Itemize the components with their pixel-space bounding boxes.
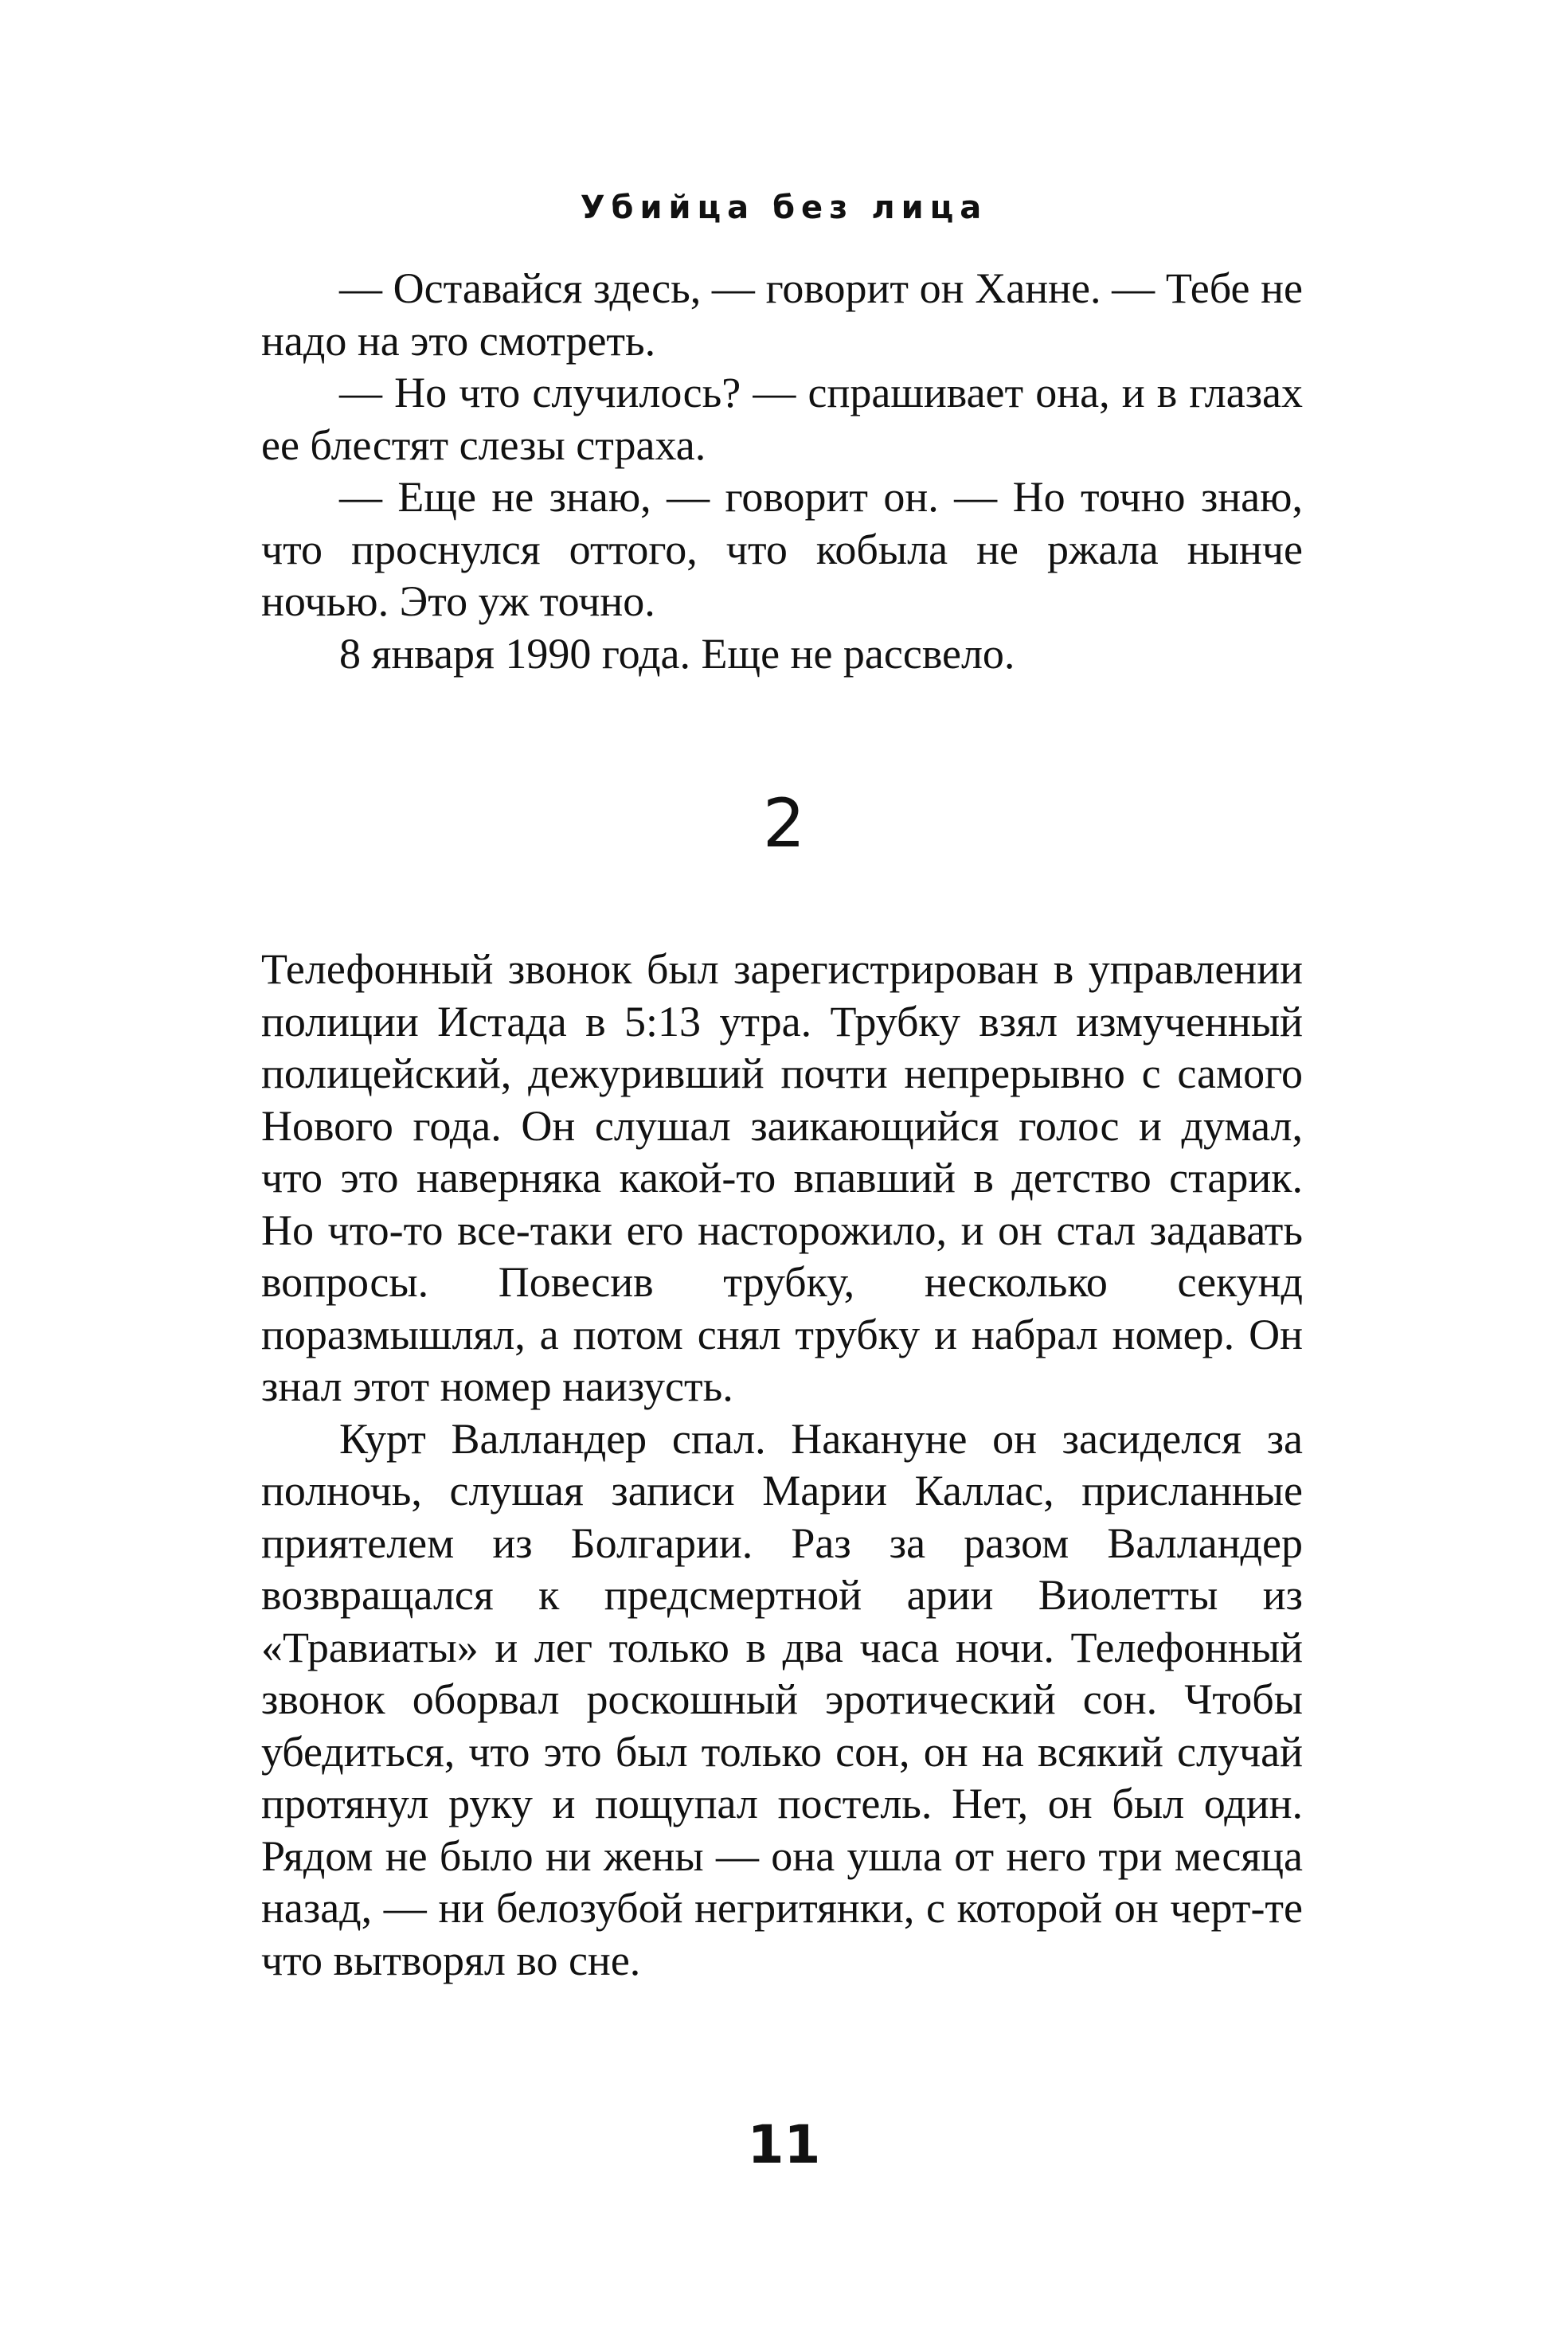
paragraph: 8 января 1990 года. Еще не рассвело. <box>339 629 1015 678</box>
paragraph: Курт Валландер спал. Накануне он засиделся за полночь, слушая записи Марии Каллас, присланные приятелем из Болгарии. Раз за разом Валландер возвращался к предсмертной арии Виолетты из «Травиаты» и лег только в два часа ночи. Телефонный звонок оборвал роскошный эротический сон. Чтобы убедиться, что это был только сон, он на всякий случай протянул руку и пощупал постель. Нет, он был один. Рядом не было ни жены — она ушла от него три месяца назад, — ни белозубой негритянки, с которой он черт-те что вытворял во сне. <box>261 1414 1303 1984</box>
paragraph: — Оставайся здесь, — говорит он Ханне. — Тебе не надо на это смотреть. <box>261 264 1303 365</box>
chapter-number: 2 <box>762 784 806 862</box>
text-block-top <box>261 263 1303 680</box>
page-number: 11 <box>747 2114 821 2175</box>
paragraph: Телефонный звонок был зарегистрирован в управлении полиции Истада в 5:13 утра. Трубку взял измученный полицейский, дежуривший почти непрерывно с самого Нового года. Он слушал заикающийся голос и думал, что это наверняка какой-то впавший в детство старик. Но что-то все-таки его насторожило, и он стал задавать вопросы. Повесив трубку, несколько секунд поразмышлял, а потом снял трубку и набрал номер. Он знал этот номер наизусть. <box>261 945 1303 1410</box>
running-head: Убийца без лица <box>580 190 988 226</box>
paragraph: — Еще не знаю, — говорит он. — Но точно знаю, что проснулся оттого, что кобыла не ржала нынче ночью. Это уж точно. <box>261 473 1303 625</box>
paragraph: — Но что случилось? — спрашивает она, и в глазах ее блестят слезы страха. <box>261 369 1303 469</box>
text-block-bottom <box>261 944 1303 1987</box>
